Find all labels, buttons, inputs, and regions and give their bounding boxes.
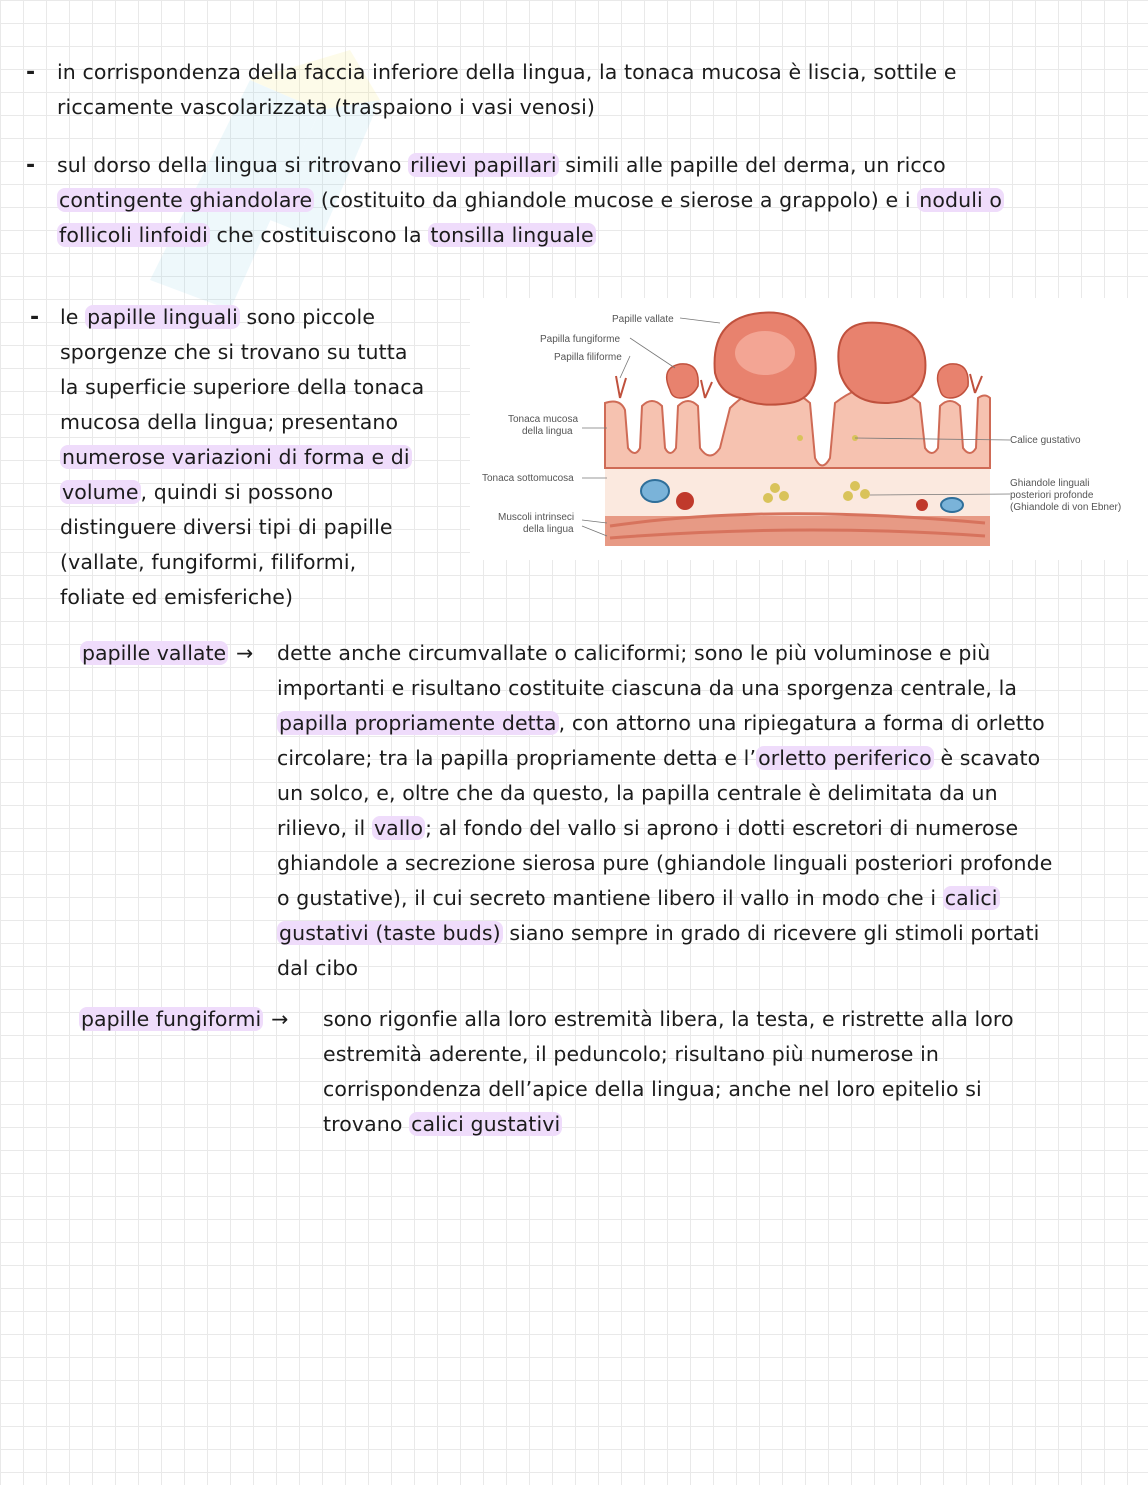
text-run: rilievo, il: [277, 816, 372, 840]
highlight-term: papille fungiformi: [81, 1007, 262, 1031]
bullet-3-line: sporgenze che si trovano su tutta: [60, 340, 408, 364]
text-run: circolare; tra la papilla propriamente detta e l’: [277, 746, 757, 770]
fungiform-papilla: [938, 364, 969, 398]
text-run: simili alle papille del derma, un ricco: [558, 153, 946, 177]
arrow-icon: →: [271, 1007, 289, 1031]
bullet-2-line-3: [57, 218, 1004, 253]
highlight-term: orletto periferico: [758, 746, 932, 770]
bullet-2-line-2: [57, 183, 1004, 218]
vallate-line: importanti e risultano costituite ciascuna da una sporgenza centrale, la: [277, 676, 1018, 700]
bullet-1-text: [57, 55, 957, 125]
highlight-term: papille linguali: [87, 305, 238, 329]
highlight-term: papille vallate: [82, 641, 227, 665]
text-run: è scavato: [933, 746, 1041, 770]
text-run: sul dorso della lingua si ritrovano: [57, 153, 409, 177]
label-tonaca-mucosa: della lingua: [522, 426, 573, 437]
fungiformi-line: corrispondenza dell’apice della lingua; anche nel loro epitelio si: [323, 1077, 982, 1101]
highlight-term: numerose variazioni di forma e di: [62, 445, 410, 469]
fungiform-papilla: [667, 364, 699, 398]
vallate-papilla: [838, 323, 925, 403]
bullet-3-line: [60, 440, 424, 475]
bullet-3-line: [60, 475, 424, 510]
label-tonaca-sottomucosa: Tonaca sottomucosa: [482, 473, 574, 484]
highlight-term: noduli o: [919, 188, 1003, 212]
vallate-papilla-top: [735, 331, 795, 375]
bullet-3-text: [60, 300, 424, 615]
filiform-papilla: [970, 374, 982, 393]
highlight-term: tonsilla linguale: [430, 223, 594, 247]
tongue-papillae-figure: [470, 298, 1148, 560]
highlight-term: contingente ghiandolare: [59, 188, 313, 212]
vein: [641, 480, 669, 502]
bullet-3-line: mucosa della lingua; presentano: [60, 410, 399, 434]
fungiformi-line: sono rigonfie alla loro estremità libera, la testa, e ristrette alla loro: [323, 1007, 1014, 1031]
bullet-3-line: distinguere diversi tipi di papille: [60, 515, 393, 539]
vallate-description: [277, 636, 1052, 986]
bullet-1-line: in corrispondenza della faccia inferiore della lingua, la tonaca mucosa è liscia, sottile e: [57, 60, 957, 84]
text-run: siano sempre in grado di ricevere gli stimoli portati: [502, 921, 1040, 945]
label-calice-gustativo: Calice gustativo: [1010, 435, 1081, 446]
vallate-line: [277, 811, 1052, 846]
term-papille-vallate: [80, 636, 253, 671]
text-run: ; al fondo del vallo si aprono i dotti escretori di numerose: [425, 816, 1019, 840]
label-ghiandole: posteriori profonde: [1010, 490, 1094, 501]
highlight-term: follicoli linfoidi: [59, 223, 208, 247]
text-run: sono piccole: [239, 305, 376, 329]
label-tonaca-mucosa: Tonaca mucosa: [508, 414, 579, 425]
vallate-line: [277, 741, 1052, 776]
vallate-line: dal cibo: [277, 956, 359, 980]
vallate-line: dette anche circumvallate o caliciformi; sono le più voluminose e più: [277, 641, 991, 665]
text-run: che costituiscono la: [209, 223, 429, 247]
label-muscoli: Muscoli intrinseci: [498, 512, 575, 523]
figure-illustration: [470, 298, 1148, 560]
arrow-icon: →: [236, 641, 254, 665]
label-muscoli: della lingua: [523, 524, 574, 535]
label-ghiandole: Ghiandole linguali: [1010, 478, 1090, 489]
bullet-2-text: [57, 148, 1004, 253]
bullet-3-line: foliate ed emisferiche): [60, 585, 294, 609]
text-run: le: [60, 305, 86, 329]
bullet-dash: -: [30, 305, 40, 330]
highlight-term: rilievi papillari: [410, 153, 557, 177]
vallate-line: [277, 706, 1052, 741]
bullet-3-line: (vallate, fungiformi, filiformi,: [60, 550, 357, 574]
highlight-term: gustativi (taste buds): [279, 921, 501, 945]
term-papille-fungiformi: [79, 1002, 288, 1037]
text-run: (costituito da ghiandole mucose e sierose a grappolo) e i: [314, 188, 918, 212]
bullet-dash: -: [26, 60, 36, 85]
vallate-line: un solco, e, oltre che da questo, la papilla centrale è delimitata da un: [277, 781, 998, 805]
label-papille-vallate: Papille vallate: [612, 314, 674, 325]
label-papilla-filiforme: Papilla filiforme: [554, 352, 622, 363]
bullet-dash: -: [26, 153, 36, 178]
fungiformi-line: [323, 1107, 1014, 1142]
fungiformi-description: [323, 1002, 1014, 1142]
artery: [676, 492, 694, 510]
bullet-2-line-1: [57, 148, 1004, 183]
vallate-line: [277, 916, 1052, 951]
text-run: , con attorno una ripiegatura a forma di orletto: [558, 711, 1045, 735]
text-run: trovano: [323, 1112, 410, 1136]
artery: [916, 499, 928, 511]
highlight-term: volume: [62, 480, 139, 504]
highlight-term: calici: [944, 886, 998, 910]
vein: [941, 498, 963, 512]
text-run: o gustative), il cui secreto mantiene libero il vallo in modo che i: [277, 886, 943, 910]
text-run: , quindi si possono: [140, 480, 334, 504]
bullet-1-line: riccamente vascolarizzata (traspaiono i vasi venosi): [57, 95, 595, 119]
filiform-papilla: [701, 380, 712, 398]
bullet-3-line: [60, 300, 424, 335]
filiform-papilla: [616, 376, 626, 398]
vallate-line: [277, 881, 1052, 916]
highlight-term: vallo: [373, 816, 424, 840]
label-papilla-fungiforme: Papilla fungiforme: [540, 334, 621, 345]
bullet-3-line: la superficie superiore della tonaca: [60, 375, 425, 399]
highlight-term: calici gustativi: [411, 1112, 561, 1136]
label-ghiandole: (Ghiandole di von Ebner): [1010, 502, 1122, 513]
highlight-term: papilla propriamente detta: [279, 711, 557, 735]
vallate-line: ghiandole a secrezione sierosa pure (ghiandole linguali posteriori profonde: [277, 851, 1053, 875]
fungiformi-line: estremità aderente, il peduncolo; risultano più numerose in: [323, 1042, 940, 1066]
